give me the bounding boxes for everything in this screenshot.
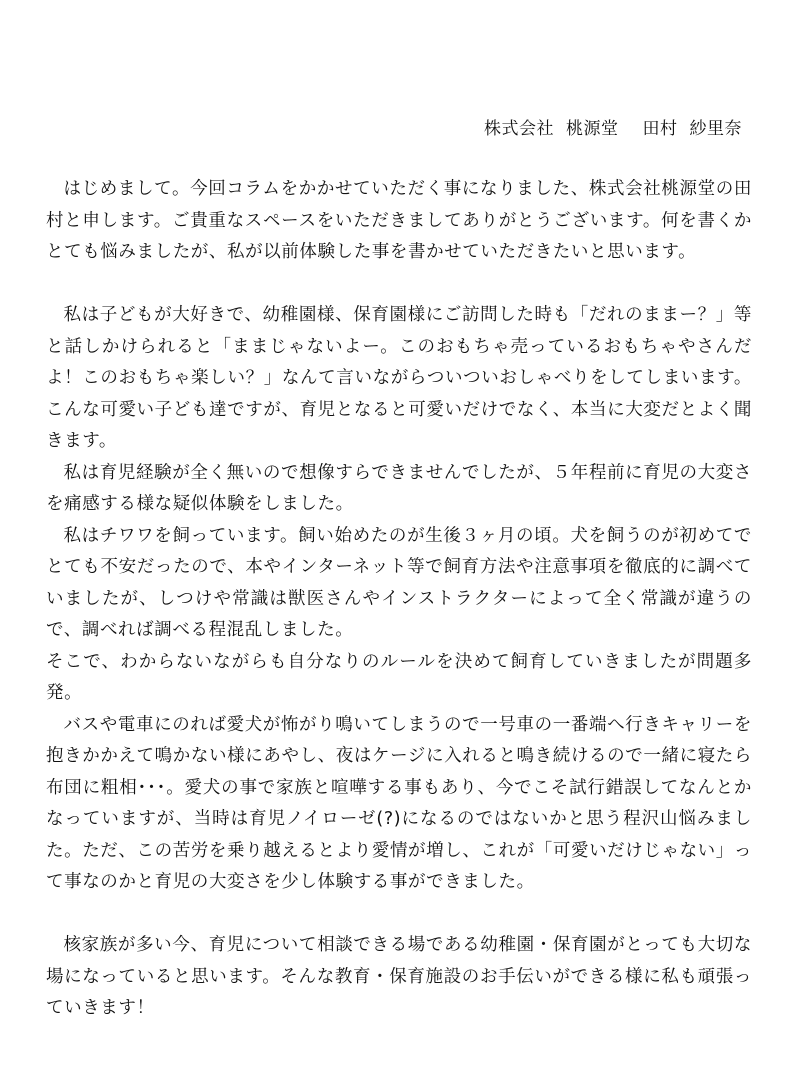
paragraph-gap xyxy=(46,269,752,301)
paragraph-children: 私は子どもが大好きで、幼稚園様、保育園様にご訪問した時も「だれのままー？」等と話しかけられると「ままじゃないよー。このおもちゃ売っているおもちゃやさんだよ！このおもちゃ楽しい？」なんて言いながらついついおしゃべりをしてしまいます。こんな可愛い子ども達ですが、育児となると可愛いだけでなく、本当に大変だとよく聞きます。 xyxy=(46,305,752,451)
author-given-name: 紗里奈 xyxy=(689,119,742,139)
paragraph-closing: 核家族が多い今、育児について相談できる場である幼稚園・保育園がとっても大切な場になっていると思います。そんな教育・保育施設のお手伝いができる様に私も頑張っていきます！ xyxy=(46,935,752,1018)
paragraph-chihuahua: 私はチワワを飼っています。飼い始めたのが生後３ヶ月の頃。犬を飼うのが初めてでとても不安だったので、本やインターネット等で飼育方法や注意事項を徹底的に調べていましたが、しつけや常識は獣医さんやインストラクターによって全く常識が違うので、調べれば調べる程混乱しました。 xyxy=(46,525,752,640)
paragraph-intro: はじめまして。今回コラムをかかせていただく事になりました、株式会社桃源堂の田村と申します。ご貴重なスペースをいただきましてありがとうございます。何を書くかとても悩みましたが、私が以前体験した事を書かせていただきたいと思います。 xyxy=(46,179,752,262)
paragraph-problems: そこで、わからないながらも自分なりのルールを決めて飼育していきましたが問題多発。 xyxy=(46,651,752,703)
company-type: 株式会社 xyxy=(484,119,554,139)
author-family-name: 田村 xyxy=(642,119,678,139)
paragraph-experience: 私は育児経験が全く無いので想像すらできませんでしたが、５年程前に育児の大変さを痛感する様な疑似体験をしました。 xyxy=(46,462,752,514)
company-name: 桃源堂 xyxy=(566,119,619,139)
paragraph-gap xyxy=(46,899,752,931)
author-byline xyxy=(484,116,742,142)
column-body xyxy=(46,174,752,1025)
paragraph-struggles: バスや電車にのれば愛犬が怖がり鳴いてしまうので一号車の一番端へ行きキャリーを抱きかかえて鳴かない様にあやし、夜はケージに入れると鳴き続けるので一緒に寝たら布団に粗相･･･。愛犬の事で家族と喧嘩する事もあり、今でこそ試行錯誤してなんとかなっていますが、当時は育児ノイローゼ(?)になるのではないかと思う程沢山悩みました。ただ、この苦労を乗り越えるとより愛情が増し、これが「可愛いだけじゃない」って事なのかと育児の大変さを少し体験する事ができました。 xyxy=(46,714,752,892)
